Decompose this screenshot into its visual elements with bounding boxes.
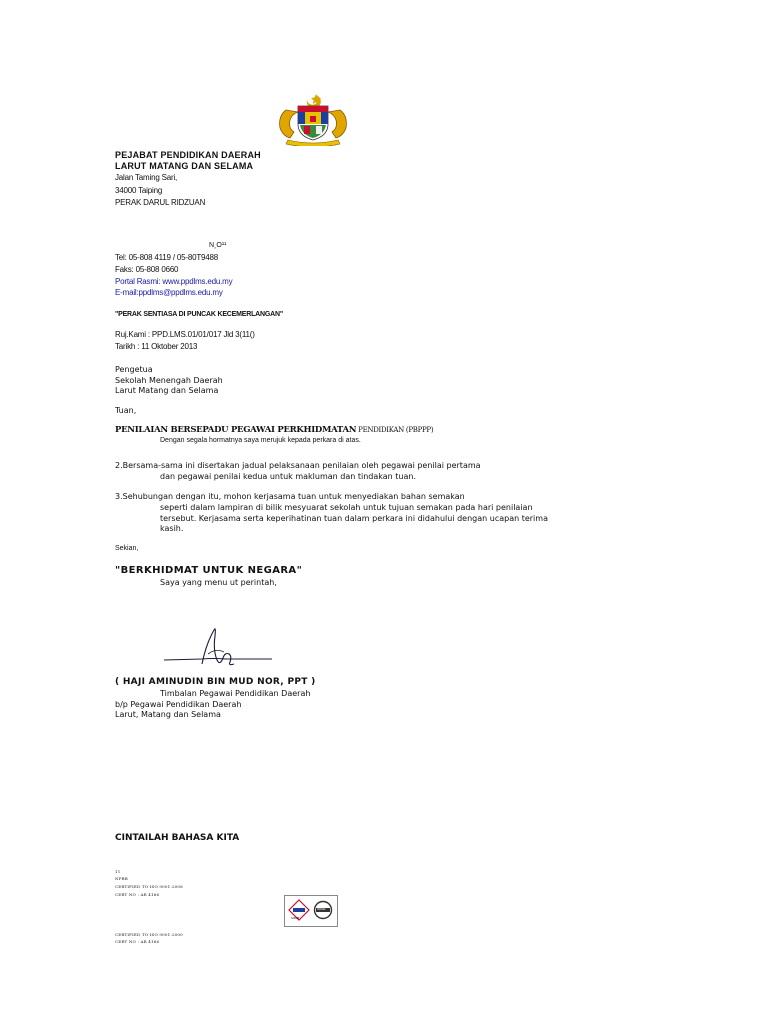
signatory-position1: Timbalan Pegawai Pendidikan Daerah — [160, 689, 311, 698]
jata-negara-crest-icon — [274, 90, 352, 146]
recipient-line3: Larut Matang dan Selama — [115, 386, 219, 395]
salutation: Tuan, — [115, 406, 137, 415]
telephone: Tel: 05-808 4119 / 05-80T9488 — [115, 253, 219, 262]
letter-date: Tarikh : 11 Oktober 2013 — [115, 342, 198, 351]
address-line1: Jalan Taming Sari, — [115, 173, 178, 182]
address-line2: 34000 Taiping — [115, 186, 163, 195]
paragraph-1: Dengan segala hormatnya saya merujuk kepada perkara di atas. — [160, 437, 361, 444]
cert-iso-2000: CERTIFIED TO ISO 9001:2000 — [115, 932, 183, 937]
signatory-position2: b/p Pegawai Pendidikan Daerah — [115, 700, 242, 709]
portal-link[interactable]: Portal Rasmi: www.ppdlms.edu.my — [115, 277, 233, 286]
cert-number-1: CERT NO : AR 4166 — [115, 892, 160, 897]
fax: Faks: 05-808 0660 — [115, 265, 179, 274]
footer-mark1: 11 — [115, 869, 121, 874]
paragraph-3-line1: 3.Sehubungan dengan itu, mohon kerjasama tuan untuk menyediakan bahan semakan — [115, 492, 465, 501]
office-name-line1: PEJABAT PENDIDIKAN DAERAH — [115, 150, 261, 160]
signatory-position3: Larut, Matang dan Selama — [115, 710, 221, 719]
paragraph-3-line2: seperti dalam lampiran di bilik mesyuarat sekolah untuk tujuan semakan pada hari penilaian — [160, 503, 533, 512]
subject-line — [115, 425, 433, 435]
cintailah-slogan: CINTAILAH BAHASA KITA — [115, 833, 240, 843]
signatory-name: ( HAJI AMINUDIN BIN MUD NOR, PPT ) — [115, 677, 316, 687]
subject-normal: PENDIDIKAN (PBPPP) — [356, 426, 434, 434]
cert-number-2: CERT NO : AR 4166 — [115, 939, 160, 944]
recipient-line2: Sekolah Menengah Daerah — [115, 376, 223, 385]
cert-iso-2008: CERTIFIED TO ISO 9001:2008 — [115, 884, 183, 889]
reference-number: Ruj.Kami : PPD.LMS.01/01/017 Jld 3(11() — [115, 330, 255, 339]
paragraph-2-line2: dan pegawai penilai kedua untuk makluman dan tindakan tuan. — [160, 472, 417, 481]
email-link[interactable]: E-mail:ppdlms@ppdlms.edu.my — [115, 288, 223, 297]
obedient-line: Saya yang menu ut perintah, — [160, 578, 277, 587]
handwritten-signature-icon — [160, 624, 275, 672]
paragraph-3-line3: tersebut. Kerjasama serta keperihatinan tuan dalam perkara ini didahului dengan ucapan terima — [160, 514, 548, 523]
office-name-line2: LARUT MATANG DAN SELAMA — [115, 161, 254, 171]
recipient-title: Pengetua — [115, 365, 153, 374]
closing: Sekian, — [115, 545, 139, 552]
address-line3: PERAK DARUL RIDZUAN — [115, 198, 206, 207]
slogan: "BERKHIDMAT UNTUK NEGARA" — [115, 565, 303, 576]
footer-mark2: NPBB — [115, 876, 128, 881]
paragraph-3-line4: kasih. — [160, 524, 184, 533]
subject-bold: PENILAIAN BERSEPADU PEGAWAI PERKHIDMATAN — [115, 425, 357, 435]
sirim-label: SIRIM — [291, 916, 300, 920]
certification-logos — [284, 895, 338, 927]
motto: "PERAK SENTIASA DI PUNCAK KECEMERLANGAN" — [115, 311, 283, 318]
paragraph-2-line1: 2.Bersama-sama ini disertakan jadual pelaksanaan penilaian oleh pegawai penilai pertama — [115, 461, 481, 470]
header-fragment: N¸O¹¹ — [209, 242, 227, 249]
iqnet-label: IQNet — [317, 907, 326, 911]
